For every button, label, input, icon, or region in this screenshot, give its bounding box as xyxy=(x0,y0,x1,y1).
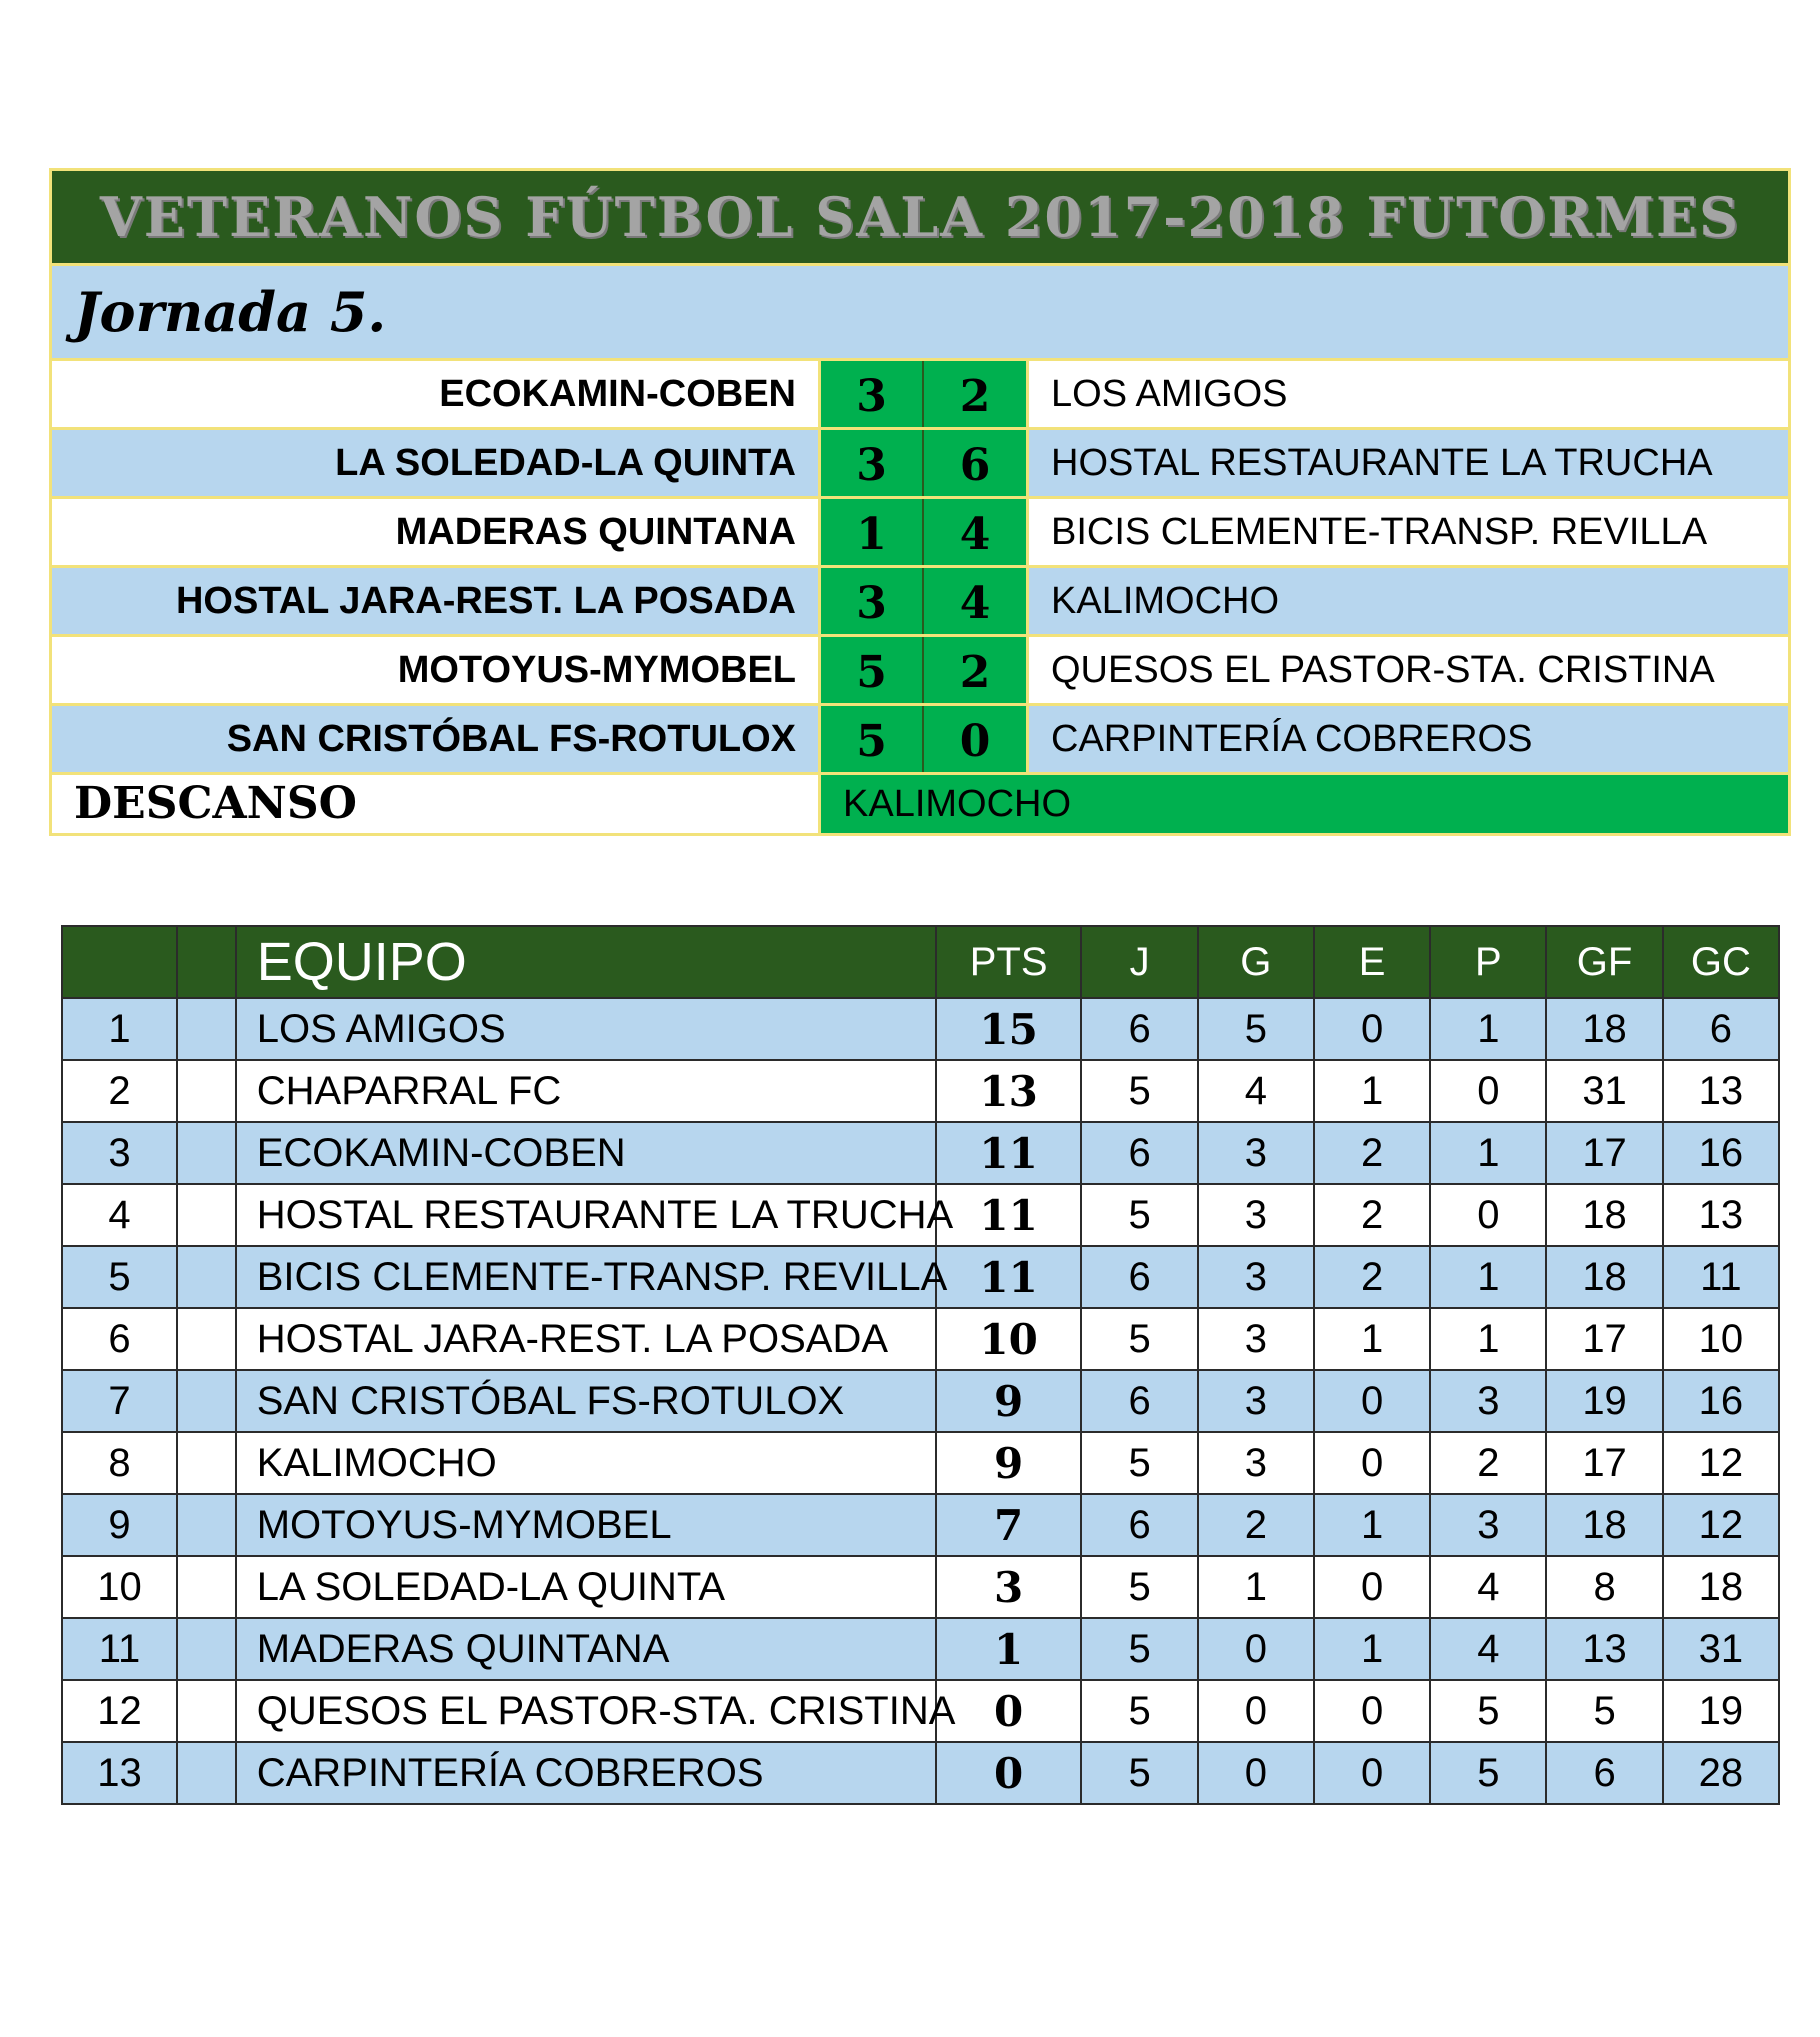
header-blank xyxy=(177,926,236,998)
cell-team: KALIMOCHO xyxy=(236,1432,936,1494)
cell-g: 2 xyxy=(1198,1494,1314,1556)
cell-team: LA SOLEDAD-LA QUINTA xyxy=(236,1556,936,1618)
header-e: E xyxy=(1314,926,1430,998)
header-p: P xyxy=(1430,926,1546,998)
cell-gf: 18 xyxy=(1546,1184,1662,1246)
header-j: J xyxy=(1081,926,1197,998)
cell-g: 0 xyxy=(1198,1618,1314,1680)
away-score: 4 xyxy=(922,499,1026,565)
cell-blank xyxy=(177,1370,236,1432)
rest-label: DESCANSO xyxy=(52,775,818,833)
cell-g: 5 xyxy=(1198,998,1314,1060)
cell-gc: 16 xyxy=(1663,1370,1779,1432)
cell-j: 6 xyxy=(1081,1122,1197,1184)
cell-pts: 11 xyxy=(936,1246,1082,1308)
cell-gf: 18 xyxy=(1546,998,1662,1060)
cell-gc: 12 xyxy=(1663,1494,1779,1556)
cell-gf: 17 xyxy=(1546,1308,1662,1370)
header-gc: GC xyxy=(1663,926,1779,998)
cell-blank xyxy=(177,998,236,1060)
cell-pos: 11 xyxy=(62,1618,177,1680)
cell-g: 3 xyxy=(1198,1246,1314,1308)
cell-gf: 31 xyxy=(1546,1060,1662,1122)
table-row xyxy=(62,998,1779,1060)
cell-pos: 12 xyxy=(62,1680,177,1742)
home-score: 3 xyxy=(818,568,922,634)
cell-gf: 8 xyxy=(1546,1556,1662,1618)
away-score: 2 xyxy=(922,637,1026,703)
table-row xyxy=(62,1122,1779,1184)
cell-p: 5 xyxy=(1430,1742,1546,1804)
match-row xyxy=(52,430,1788,499)
match-row xyxy=(52,361,1788,430)
cell-blank xyxy=(177,1556,236,1618)
away-score: 0 xyxy=(922,706,1026,772)
table-row xyxy=(62,1308,1779,1370)
results-panel xyxy=(49,168,1791,836)
cell-e: 2 xyxy=(1314,1246,1430,1308)
header-gf: GF xyxy=(1546,926,1662,998)
away-team: KALIMOCHO xyxy=(1026,568,1788,634)
cell-p: 4 xyxy=(1430,1556,1546,1618)
cell-g: 4 xyxy=(1198,1060,1314,1122)
cell-pos: 6 xyxy=(62,1308,177,1370)
cell-gf: 18 xyxy=(1546,1494,1662,1556)
cell-pos: 1 xyxy=(62,998,177,1060)
cell-gc: 10 xyxy=(1663,1308,1779,1370)
table-row xyxy=(62,1742,1779,1804)
cell-p: 3 xyxy=(1430,1370,1546,1432)
match-row xyxy=(52,568,1788,637)
cell-gf: 18 xyxy=(1546,1246,1662,1308)
cell-j: 5 xyxy=(1081,1184,1197,1246)
cell-blank xyxy=(177,1742,236,1804)
standings-table xyxy=(61,925,1780,1805)
table-row xyxy=(62,1060,1779,1122)
cell-gc: 19 xyxy=(1663,1680,1779,1742)
home-score: 3 xyxy=(818,430,922,496)
home-score: 5 xyxy=(818,637,922,703)
cell-blank xyxy=(177,1432,236,1494)
cell-blank xyxy=(177,1680,236,1742)
cell-pos: 7 xyxy=(62,1370,177,1432)
cell-j: 6 xyxy=(1081,1246,1197,1308)
cell-g: 3 xyxy=(1198,1370,1314,1432)
match-row xyxy=(52,499,1788,568)
cell-p: 5 xyxy=(1430,1680,1546,1742)
cell-gc: 6 xyxy=(1663,998,1779,1060)
cell-pos: 8 xyxy=(62,1432,177,1494)
cell-g: 1 xyxy=(1198,1556,1314,1618)
header-g: G xyxy=(1198,926,1314,998)
home-team: MADERAS QUINTANA xyxy=(395,511,796,553)
cell-e: 0 xyxy=(1314,1432,1430,1494)
cell-g: 0 xyxy=(1198,1742,1314,1804)
cell-pos: 9 xyxy=(62,1494,177,1556)
cell-blank xyxy=(177,1122,236,1184)
table-row xyxy=(62,1494,1779,1556)
table-row xyxy=(62,1432,1779,1494)
home-score: 5 xyxy=(818,706,922,772)
away-team: QUESOS EL PASTOR-STA. CRISTINA xyxy=(1026,637,1788,703)
cell-gc: 18 xyxy=(1663,1556,1779,1618)
cell-team: CARPINTERÍA COBREROS xyxy=(236,1742,936,1804)
title-bar xyxy=(52,171,1788,266)
cell-team: ECOKAMIN-COBEN xyxy=(236,1122,936,1184)
cell-e: 2 xyxy=(1314,1184,1430,1246)
table-row xyxy=(62,1618,1779,1680)
home-team: MOTOYUS-MYMOBEL xyxy=(397,649,796,691)
cell-gf: 5 xyxy=(1546,1680,1662,1742)
cell-blank xyxy=(177,1494,236,1556)
cell-team: QUESOS EL PASTOR-STA. CRISTINA xyxy=(236,1680,936,1742)
cell-gf: 19 xyxy=(1546,1370,1662,1432)
away-team: BICIS CLEMENTE-TRANSP. REVILLA xyxy=(1026,499,1788,565)
table-row xyxy=(62,1184,1779,1246)
cell-team: CHAPARRAL FC xyxy=(236,1060,936,1122)
standings-header-row xyxy=(62,926,1779,998)
header-pos xyxy=(62,926,177,998)
standings-body xyxy=(62,998,1779,1804)
cell-j: 6 xyxy=(1081,1494,1197,1556)
cell-pts: 9 xyxy=(936,1370,1082,1432)
cell-pts: 13 xyxy=(936,1060,1082,1122)
cell-pos: 3 xyxy=(62,1122,177,1184)
cell-p: 0 xyxy=(1430,1184,1546,1246)
cell-gc: 16 xyxy=(1663,1122,1779,1184)
cell-pts: 0 xyxy=(936,1742,1082,1804)
cell-e: 0 xyxy=(1314,1742,1430,1804)
cell-pos: 13 xyxy=(62,1742,177,1804)
cell-p: 1 xyxy=(1430,998,1546,1060)
cell-pos: 5 xyxy=(62,1246,177,1308)
match-list xyxy=(52,361,1788,775)
cell-e: 1 xyxy=(1314,1308,1430,1370)
cell-pos: 4 xyxy=(62,1184,177,1246)
rest-team: KALIMOCHO xyxy=(818,775,1788,833)
cell-gc: 11 xyxy=(1663,1246,1779,1308)
cell-g: 3 xyxy=(1198,1308,1314,1370)
table-row xyxy=(62,1680,1779,1742)
cell-pts: 10 xyxy=(936,1308,1082,1370)
cell-pos: 2 xyxy=(62,1060,177,1122)
cell-blank xyxy=(177,1184,236,1246)
cell-p: 3 xyxy=(1430,1494,1546,1556)
table-row xyxy=(62,1556,1779,1618)
away-score: 4 xyxy=(922,568,1026,634)
cell-g: 3 xyxy=(1198,1184,1314,1246)
cell-pts: 1 xyxy=(936,1618,1082,1680)
cell-g: 3 xyxy=(1198,1122,1314,1184)
header-pts: PTS xyxy=(936,926,1082,998)
away-team: HOSTAL RESTAURANTE LA TRUCHA xyxy=(1026,430,1788,496)
cell-e: 1 xyxy=(1314,1618,1430,1680)
home-score: 1 xyxy=(818,499,922,565)
away-team: CARPINTERÍA COBREROS xyxy=(1026,706,1788,772)
cell-p: 1 xyxy=(1430,1308,1546,1370)
away-score: 2 xyxy=(922,361,1026,427)
cell-j: 5 xyxy=(1081,1432,1197,1494)
cell-pos: 10 xyxy=(62,1556,177,1618)
cell-team: LOS AMIGOS xyxy=(236,998,936,1060)
cell-g: 3 xyxy=(1198,1432,1314,1494)
away-team: LOS AMIGOS xyxy=(1026,361,1788,427)
cell-gf: 17 xyxy=(1546,1432,1662,1494)
cell-e: 0 xyxy=(1314,1556,1430,1618)
cell-gf: 13 xyxy=(1546,1618,1662,1680)
cell-gc: 13 xyxy=(1663,1060,1779,1122)
cell-e: 0 xyxy=(1314,1680,1430,1742)
home-team: SAN CRISTÓBAL FS-ROTULOX xyxy=(226,718,796,760)
cell-pts: 9 xyxy=(936,1432,1082,1494)
cell-pts: 15 xyxy=(936,998,1082,1060)
cell-e: 0 xyxy=(1314,998,1430,1060)
cell-team: BICIS CLEMENTE-TRANSP. REVILLA xyxy=(236,1246,936,1308)
cell-pts: 7 xyxy=(936,1494,1082,1556)
cell-pts: 11 xyxy=(936,1122,1082,1184)
cell-team: HOSTAL JARA-REST. LA POSADA xyxy=(236,1308,936,1370)
cell-j: 5 xyxy=(1081,1618,1197,1680)
match-row xyxy=(52,706,1788,775)
cell-j: 5 xyxy=(1081,1060,1197,1122)
cell-team: HOSTAL RESTAURANTE LA TRUCHA xyxy=(236,1184,936,1246)
cell-j: 5 xyxy=(1081,1742,1197,1804)
away-score: 6 xyxy=(922,430,1026,496)
jornada-title: Jornada 5. xyxy=(74,280,387,344)
cell-blank xyxy=(177,1060,236,1122)
cell-gc: 28 xyxy=(1663,1742,1779,1804)
cell-gf: 6 xyxy=(1546,1742,1662,1804)
rest-row xyxy=(52,775,1788,833)
home-team: ECOKAMIN-COBEN xyxy=(439,373,796,415)
jornada-bar xyxy=(52,266,1788,361)
home-score: 3 xyxy=(818,361,922,427)
cell-e: 1 xyxy=(1314,1060,1430,1122)
cell-p: 4 xyxy=(1430,1618,1546,1680)
cell-j: 5 xyxy=(1081,1556,1197,1618)
cell-e: 1 xyxy=(1314,1494,1430,1556)
cell-blank xyxy=(177,1246,236,1308)
cell-p: 2 xyxy=(1430,1432,1546,1494)
cell-team: MADERAS QUINTANA xyxy=(236,1618,936,1680)
cell-gc: 31 xyxy=(1663,1618,1779,1680)
match-row xyxy=(52,637,1788,706)
page-title: VETERANOS FÚTBOL SALA 2017-2018 FUTORMES xyxy=(99,185,1741,249)
header-team: EQUIPO xyxy=(236,926,936,998)
cell-team: MOTOYUS-MYMOBEL xyxy=(236,1494,936,1556)
cell-pts: 0 xyxy=(936,1680,1082,1742)
cell-pts: 3 xyxy=(936,1556,1082,1618)
cell-p: 1 xyxy=(1430,1122,1546,1184)
table-row xyxy=(62,1246,1779,1308)
cell-g: 0 xyxy=(1198,1680,1314,1742)
cell-j: 5 xyxy=(1081,1680,1197,1742)
cell-blank xyxy=(177,1618,236,1680)
cell-p: 1 xyxy=(1430,1246,1546,1308)
cell-team: SAN CRISTÓBAL FS-ROTULOX xyxy=(236,1370,936,1432)
home-team: HOSTAL JARA-REST. LA POSADA xyxy=(175,580,796,622)
cell-gc: 12 xyxy=(1663,1432,1779,1494)
cell-p: 0 xyxy=(1430,1060,1546,1122)
cell-e: 2 xyxy=(1314,1122,1430,1184)
cell-gf: 17 xyxy=(1546,1122,1662,1184)
cell-pts: 11 xyxy=(936,1184,1082,1246)
cell-gc: 13 xyxy=(1663,1184,1779,1246)
cell-j: 6 xyxy=(1081,1370,1197,1432)
home-team: LA SOLEDAD-LA QUINTA xyxy=(335,442,796,484)
cell-e: 0 xyxy=(1314,1370,1430,1432)
cell-blank xyxy=(177,1308,236,1370)
cell-j: 5 xyxy=(1081,1308,1197,1370)
table-row xyxy=(62,1370,1779,1432)
cell-j: 6 xyxy=(1081,998,1197,1060)
